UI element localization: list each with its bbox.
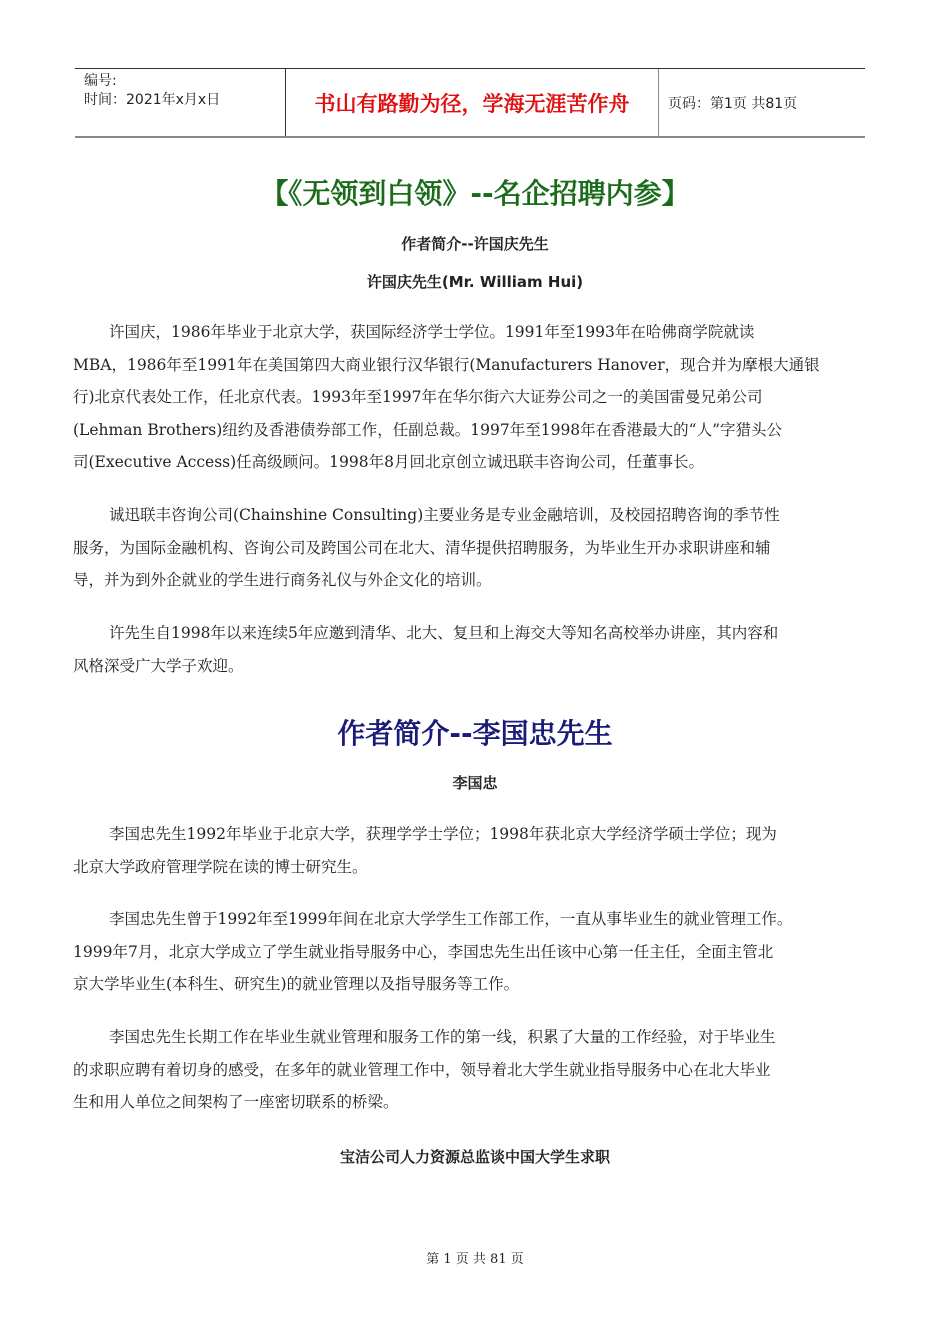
paragraph-line: 导，并为到外企就业的学生进行商务礼仪与外企文化的培训。	[73, 571, 492, 589]
header-table	[75, 68, 865, 138]
page-footer: 第 1 页 共 81 页	[426, 1252, 524, 1267]
date-label: 时间：2021年x月x日	[84, 92, 221, 108]
paragraph	[73, 617, 873, 682]
motto: 书山有路勤为径，学海无涯苦作舟	[286, 69, 659, 136]
page-info: 页码：第1页 共81页	[668, 95, 798, 112]
paragraph	[73, 903, 873, 1001]
section2-name: 李国忠	[452, 774, 498, 792]
section3-heading: 宝洁公司人力资源总监谈中国大学生求职	[339, 1148, 610, 1166]
paragraph-line: 的求职应聘有着切身的感受，在多年的就业管理工作中，领导着北大学生就业指导服务中心在北大毕业	[73, 1060, 771, 1079]
paragraph-line: (Lehman Brothers)纽约及香港债券部工作，任副总裁。1997年至1998年在香港最大的“人”字猎头公	[73, 420, 783, 439]
paragraph-line: MBA，1986年至1991年在美国第四大商业银行汉华银行(Manufacturers Hanover，现合并为摩根大通银	[73, 355, 820, 374]
section1-heading: 作者简介--许国庆先生	[401, 235, 549, 253]
paragraph-line: 司(Executive Access)任高级顾问。1998年8月回北京创立诚迅联丰咨询公司，任董事长。	[73, 453, 704, 471]
paragraph	[73, 316, 873, 479]
paragraph-line: 生和用人单位之间架构了一座密切联系的桥梁。	[73, 1093, 399, 1111]
paragraph-line: 诚迅联丰咨询公司(Chainshine Consulting)主要业务是专业金融培训，及校园招聘咨询的季节性	[109, 506, 780, 524]
number-label: 编号:	[84, 73, 117, 89]
paragraph	[73, 818, 873, 883]
paragraph-line: 李国忠先生曾于1992年至1999年间在北京大学学生工作部工作，一直从事毕业生的就业管理工作。	[109, 910, 793, 928]
paragraph-line: 服务，为国际金融机构、咨询公司及跨国公司在北大、清华提供招聘服务，为毕业生开办求职讲座和辅	[73, 538, 771, 557]
paragraph-line: 李国忠先生1992年毕业于北京大学，获理学学士学位；1998年获北京大学经济学硕士学位；现为	[109, 825, 777, 843]
paragraph	[73, 1021, 873, 1119]
paragraph-line: 北京大学政府管理学院在读的博士研究生。	[73, 857, 368, 876]
paragraph-line: 许国庆，1986年毕业于北京大学，获国际经济学士学位。1991年至1993年在哈佛商学院就读	[109, 323, 755, 341]
paragraph-line: 风格深受广大学子欢迎。	[73, 656, 244, 675]
paragraph-line: 李国忠先生长期工作在毕业生就业管理和服务工作的第一线，积累了大量的工作经验，对于毕业生	[109, 1028, 776, 1046]
document-title: 【《无领到白领》--名企招聘内参】	[260, 177, 690, 210]
section2-heading: 作者简介--李国忠先生	[337, 717, 613, 750]
paragraph-line: 行)北京代表处工作，任北京代表。1993年至1997年在华尔街六大证券公司之一的美国雷曼兄弟公司	[73, 388, 763, 406]
paragraph-line: 1999年7月，北京大学成立了学生就业指导服务中心，李国忠先生出任该中心第一任主任，全面主管北	[73, 942, 774, 961]
header-meta	[75, 69, 286, 136]
paragraph-line: 京大学毕业生(本科生、研究生)的就业管理以及指导服务等工作。	[73, 975, 520, 993]
paragraph	[73, 499, 873, 597]
paragraph-line: 许先生自1998年以来连续5年应邀到清华、北大、复旦和上海交大等知名高校举办讲座，其内容和	[109, 624, 779, 642]
section1-name: 许国庆先生(Mr. William Hui)	[366, 273, 584, 291]
